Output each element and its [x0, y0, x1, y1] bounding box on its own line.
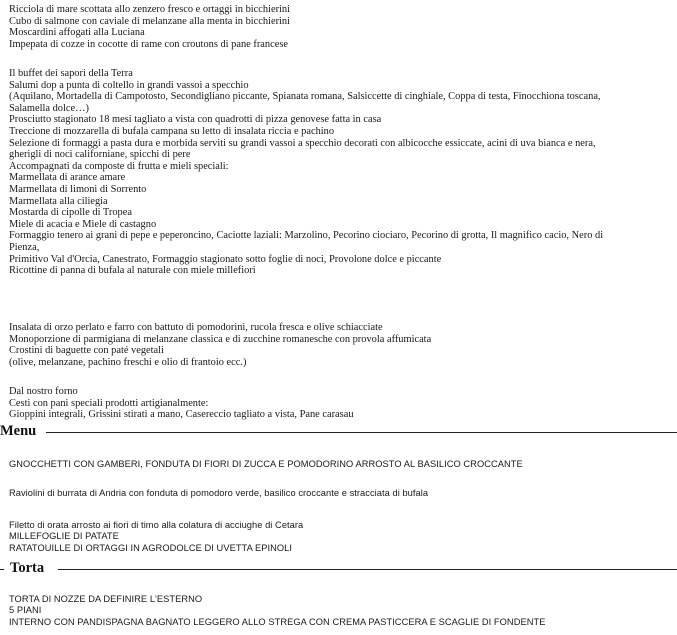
buffet-item: Marmellata di arance amare — [9, 172, 126, 184]
buffet-section — [9, 68, 673, 277]
menu-heading-rule — [46, 432, 677, 433]
insalata-item: (olive, melanzane, pachino freschi e olio di frantoio ecc.) — [9, 356, 247, 368]
antipasto-item: Cubo di salmone con caviale di melanzane alla menta in bicchierini — [9, 15, 291, 27]
insalate-section — [9, 322, 673, 368]
torta-section — [9, 594, 673, 628]
buffet-item: Salumi dop a punta di coltello in grandi vassoi a specchio — [9, 79, 249, 91]
forno-title: Dal nostro forno — [9, 386, 78, 397]
torta-item: INTERNO CON PANDISPAGNA BAGNATO LEGGERO ALLO STREGA CON CREMA PASTICCERA E SCAGLIE DI FONDENTE — [9, 616, 546, 627]
menu-heading: Menu — [0, 423, 37, 439]
buffet-item: Salamella dolce…) — [9, 102, 89, 114]
buffet-item: Mostarda di cipolle di Tropea — [9, 207, 132, 219]
buffet-item: Formaggio tenero ai grani di pepe e peperoncino, Caciotte laziali: Marzolino, Pecorino ciociaro, Pecorino di grotta, Il magnifico cacio, Nero di — [9, 230, 604, 242]
antipasti-section — [9, 4, 673, 50]
antipasto-item: Ricciola di mare scottata allo zenzero fresco e ortaggi in bicchierini — [9, 4, 290, 15]
buffet-title: Il buffet dei sapori della Terra — [9, 68, 133, 79]
buffet-item: Primitivo Val d'Orcia, Canestrato, Formaggio stagionato sotto foglie di noci, Provolone dolce e piccante — [9, 253, 442, 265]
insalata-item: Insalata di orzo perlato e farro con battuto di pomodorini, rucola fresca e olive schiacciate — [9, 322, 383, 333]
torta-item: 5 PIANI — [9, 605, 42, 616]
buffet-item: Selezione di formaggi a pasta dura e morbida serviti su grandi vassoi a specchio decorati con albicocche essiccate, acini di uva bianca e nera, — [9, 137, 596, 149]
menu-item: RATATOUILLE DI ORTAGGI IN AGRODOLCE DI UVETTA EPINOLI — [9, 542, 292, 553]
buffet-item: Accompagnati da composte di frutta e mieli speciali: — [9, 160, 229, 172]
torta-heading-rule — [58, 569, 677, 570]
menu-secondi-section — [9, 520, 673, 554]
buffet-item: Ricottine di panna di bufala al naturale con miele millefiori — [9, 265, 256, 277]
torta-heading: Torta — [10, 560, 45, 576]
menu-item: Raviolini di burrata di Andria con fonduta di pomodoro verde, basilico croccante e stracciata di bufala — [9, 488, 429, 498]
insalata-item: Monoporzione di parmigiana di melanzane classica e di zucchine romanesche con provola affumicata — [9, 333, 432, 345]
menu-item: MILLEFOGLIE DI PATATE — [9, 531, 119, 542]
buffet-item: Pienza, — [9, 241, 40, 253]
buffet-item: Marmellata alla ciliegia — [9, 195, 108, 207]
buffet-item: (Aquilano, Mortadella di Campotosto, Secondigliano piccante, Spianata romana, Salsiccette di cinghiale, Coppa di testa, Finocchiona toscana, — [9, 91, 601, 103]
forno-item: Cesti con pani speciali prodotti artigianalmente: — [9, 397, 209, 409]
buffet-item: gherigli di noci californiane, spicchi di pere — [9, 149, 191, 161]
torta-item: TORTA DI NOZZE DA DEFINIRE L'ESTERNO — [9, 594, 203, 604]
insalata-item: Crostini di baguette con paté vegetali — [9, 345, 164, 357]
buffet-item: Miele di acacia e Miele di castagno — [9, 218, 157, 230]
torta-heading-rule-left — [0, 569, 4, 570]
forno-section — [9, 386, 673, 421]
menu-item: GNOCCHETTI CON GAMBERI, FONDUTA DI FIORI DI ZUCCA E POMODORINO ARROSTO AL BASILICO CROCCANTE — [9, 459, 523, 469]
forno-item: Gioppini integrali, Grissini stirati a mano, Casereccio tagliato a vista, Pane carasau — [9, 409, 354, 421]
buffet-item: Marmellata di limoni di Sorrento — [9, 183, 147, 195]
menu-heading-row — [0, 423, 677, 439]
buffet-item: Prosciutto stagionato 18 mesi tagliato a vista con quadrotti di pizza genovese fatta in casa — [9, 114, 382, 126]
torta-heading-row — [0, 560, 677, 576]
menu-item: Filetto di orata arrosto ai fiori di timo alla colatura di acciughe di Cetara — [9, 520, 304, 530]
antipasto-item: Impepata di cozze in cocotte di rame con croutons di pane francese — [9, 38, 288, 50]
buffet-item: Treccione di mozzarella di bufala campana su letto di insalata riccia e pachino — [9, 125, 335, 137]
antipasto-item: Moscardini affogati alla Luciana — [9, 27, 145, 39]
menu-section — [9, 459, 673, 470]
menu-section — [9, 488, 673, 499]
